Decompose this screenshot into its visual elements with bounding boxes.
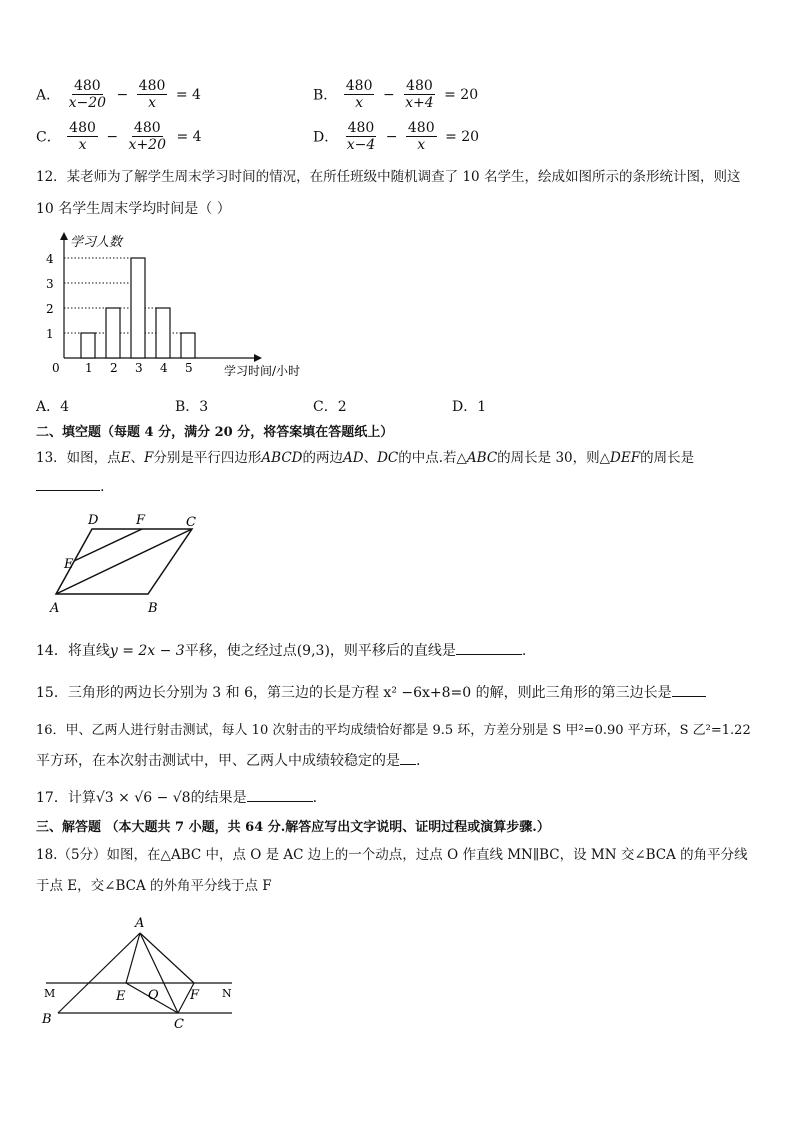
label-a: A <box>135 916 145 931</box>
y-tick-label: 3 <box>46 277 54 291</box>
q11-option-d: D． $\frac{480}{x-4}$ − $\frac{480}{x}$ = 20 <box>313 120 480 153</box>
q16-stem-line1: 16．甲、乙两人进行射击测试，每人 10 次射击的平均成绩恰好都是 9.5 环，方差分别是 S 甲²=0.90 平方环，S 乙²=1.22 <box>36 723 751 738</box>
x-tick-label: 2 <box>110 361 118 375</box>
x-tick-label: 3 <box>135 361 143 375</box>
fraction: $\frac{480}{x-20}$ <box>68 78 107 111</box>
q11-option-b: B． $\frac{480}{x}$ − $\frac{480}{x+4}$ = 20 <box>313 78 479 111</box>
q13-stem: 13．如图，点E、F分别是平行四边形ABCD的两边AD、DC的中点.若△ABC的周长是 30，则△DEF的周长是 <box>36 450 695 466</box>
fraction: $\frac{480}{x+20}$ <box>128 120 166 153</box>
bar <box>81 333 95 358</box>
option-label: A． <box>36 87 61 104</box>
parallelogram-figure <box>44 508 214 618</box>
fraction: $\frac{480}{x-4}$ <box>346 120 376 153</box>
q12-stem-line1: 12．某老师为了解学生周末学习时间的情况，在所任班级中随机调查了 10 名学生，绘成如图所示的条形统计图，则这 <box>36 169 741 185</box>
q14-stem: 14．将直线y = 2x − 3平移，使之经过点(9,3)，则平移后的直线是 . <box>36 640 526 660</box>
q12-option-d: D．1 <box>452 399 487 415</box>
label-c: C <box>186 515 196 530</box>
triangle-figure <box>38 912 248 1052</box>
q13-answer-blank: . <box>36 476 104 495</box>
label-a: A <box>50 601 60 616</box>
section-title-fill-in: 二、填空题（每题 4 分，满分 20 分，将答案填在答题纸上） <box>36 425 394 440</box>
y-tick-label: 1 <box>46 327 54 341</box>
bar <box>156 308 170 358</box>
bar <box>181 333 195 358</box>
bar-chart <box>38 228 318 378</box>
q11-option-a: A． $\frac{480}{x-20}$ − $\frac{480}{x}$ = 4 <box>36 78 201 111</box>
label-o: O <box>148 988 159 1003</box>
fraction: $\frac{480}{x+4}$ <box>405 78 434 111</box>
q11-option-c: C． $\frac{480}{x}$ − $\frac{480}{x+20}$ = 4 <box>36 120 202 153</box>
x-tick-label: 4 <box>160 361 168 375</box>
option-label: D． <box>313 129 339 146</box>
x-axis-arrow <box>254 354 262 362</box>
q12-stem-line2: 10 名学生周末学均时间是（ ） <box>36 201 231 217</box>
origin-label: 0 <box>52 361 60 375</box>
label-f: F <box>136 513 146 528</box>
q12-option-c: C．2 <box>313 399 347 415</box>
section-title-solutions: 三、解答题 （本大题共 7 小题，共 64 分.解答应写出文字说明、证明过程或演算步骤.） <box>36 820 550 835</box>
y-axis-label: 学习人数 <box>70 235 123 250</box>
label-e: E <box>116 989 126 1004</box>
fraction: $\frac{480}{x}$ <box>138 78 166 111</box>
label-e: E <box>64 557 74 572</box>
q12-option-a: A．4 <box>36 399 70 415</box>
bar <box>106 308 120 358</box>
option-label: C． <box>36 129 61 146</box>
fraction: $\frac{480}{x}$ <box>407 120 435 153</box>
q16-stem-line2: 平方环，在本次射击测试中，甲、乙两人中成绩较稳定的是 . <box>36 750 420 770</box>
label-f: F <box>190 988 200 1003</box>
label-m: M <box>44 987 56 1000</box>
q17-stem: 17．计算√3 × √6 − √8的结果是 . <box>36 787 317 807</box>
y-tick-label: 2 <box>46 302 54 316</box>
label-b: B <box>148 601 158 616</box>
label-d: D <box>88 513 99 528</box>
fraction: $\frac{480}{x}$ <box>69 120 96 153</box>
x-axis-label: 学习时间/小时 <box>224 364 301 378</box>
q12-option-b: B．3 <box>175 399 209 415</box>
y-axis-arrow <box>60 232 68 240</box>
q18-stem-line2: 于点 E，交∠BCA 的外角平分线于点 F <box>36 878 272 894</box>
label-c: C <box>174 1017 184 1032</box>
fraction: $\frac{480}{x}$ <box>345 78 373 111</box>
label-n: N <box>222 987 232 1000</box>
x-tick-label: 1 <box>85 361 93 375</box>
bar <box>131 258 145 358</box>
q15-stem: 15．三角形的两边长分别为 3 和 6，第三边的长是方程 x² −6x+8=0 的解，则此三角形的第三边长是 <box>36 682 706 702</box>
option-label: B． <box>313 87 338 104</box>
label-b: B <box>42 1012 52 1027</box>
x-tick-label: 5 <box>185 361 193 375</box>
q18-stem-line1: 18.（5分）如图，在△ABC 中，点 O 是 AC 边上的一个动点，过点 O 作直线 MN∥BC，设 MN 交∠BCA 的角平分线 <box>36 847 748 863</box>
y-tick-label: 4 <box>46 252 54 266</box>
